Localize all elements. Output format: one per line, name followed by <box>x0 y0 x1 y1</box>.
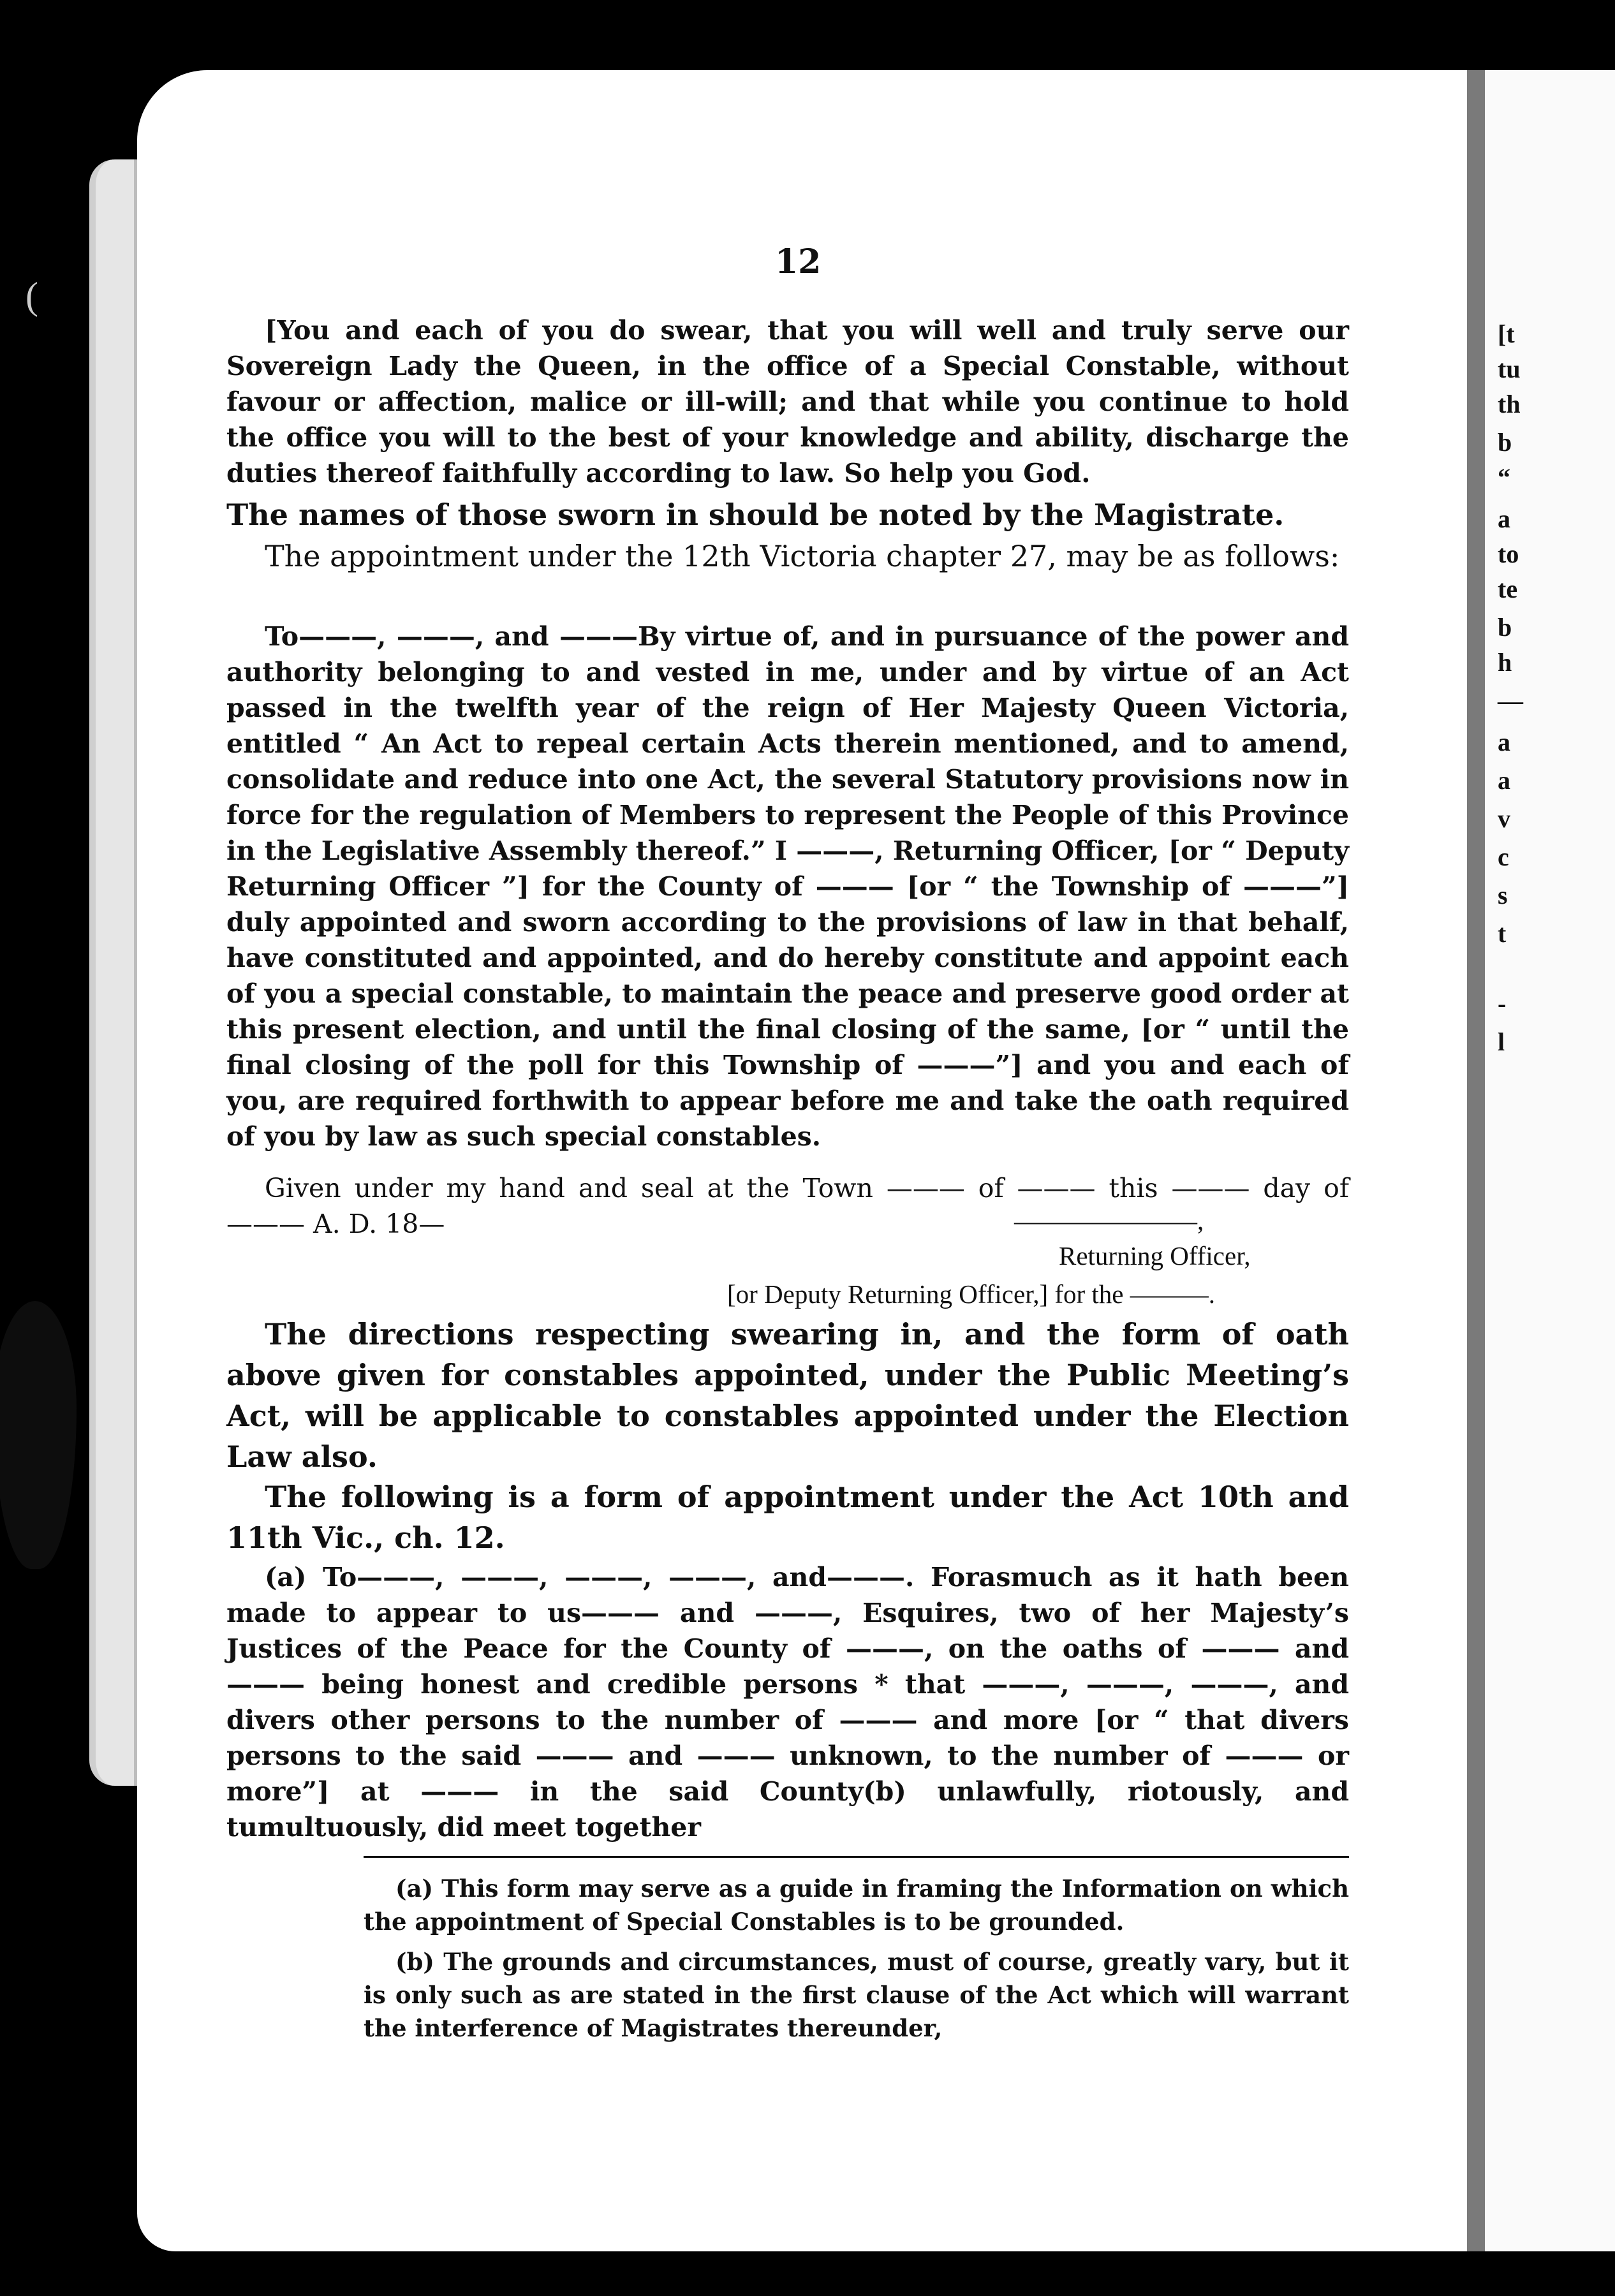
appointment-form: To———, ———, and ———By virtue of, and in pursuance of the power and authority belonging to and vested in me, under and by virtue of an Act passed in the twelfth year of the reign of Her Majesty Queen Victoria, entitled “ An Act to repeal certain Acts therein mentioned, and to amend, consolidate and reduce into one Act, the several Statutory provisions now in force for the regulation of Members to represent the People of this Province in the Legislative Assembly thereof.” I ———, Returning Officer, [or “ Deputy Returning Officer ”] for the County of ——— [or “ the Township of ———”] duly appointed and sworn according to the provisions of law in that behalf, have constituted and appointed, and do hereby constitute and appoint each of you a special constable, to maintain the peace and preserve good order at this present election, and until the final closing of the same, [or “ until the final closing of the poll for this Township of ———”] and you and each of you, are required forthwith to appear before me and take the oath required of you by law as such special constables. <box>226 621 1349 1152</box>
footnote-rule <box>364 1856 1349 1858</box>
footnote-b: (b) The grounds and circumstances, must of course, greatly vary, but it is only such as are stated in the first clause of the Act which will warrant the interference of Magistrates thereunder, <box>364 1948 1349 2042</box>
page-number: 12 <box>775 242 822 281</box>
appointment-intro: The appointment under the 12th Victoria chapter 27, may be as follows: <box>265 539 1340 573</box>
facing-page-text-fragment: s <box>1498 881 1508 909</box>
margin-mark: ( <box>26 275 38 317</box>
names-note: The names of those sworn in should be noted by the Magistrate. <box>226 497 1285 532</box>
facing-page-text-fragment: l <box>1498 1027 1505 1056</box>
facing-page-text-fragment: - <box>1498 989 1507 1018</box>
facing-page-text-fragment: v <box>1498 804 1510 833</box>
directions-paragraph: The directions respecting swearing in, and the form of oath above given for constables appointed, under the Public Meeting’s Act, will be applicable to constables appointed under the Election Law also. <box>226 1317 1349 1474</box>
facing-page-text-fragment: te <box>1498 575 1518 603</box>
deputy-officer-line: [or Deputy Returning Officer,] for the ———. <box>727 1279 1216 1309</box>
facing-page-text-fragment: t <box>1498 919 1507 948</box>
facing-page-text-fragment: a <box>1498 728 1510 756</box>
page-stack-edge <box>89 159 138 1786</box>
form-a-paragraph: (a) To———, ———, ———, ———, and———. Forasmuch as it hath been made to appear to us——— and ———, Esquires, two of her Majesty’s Justices of the Peace for the County of ———, on the oaths of ——— and ——— being honest and credible persons * that ———, ———, ———, and divers other persons to the number of ——— and more [or “ that divers persons to the said ——— and ——— unknown, to the number of ——— or more”] at ——— in the said County(b) unlawfully, riotously, and tumultuously, did meet together <box>226 1562 1349 1843</box>
facing-page-text-fragment: b <box>1498 613 1512 642</box>
facing-page-text-fragment: tu <box>1498 355 1521 383</box>
footnote-a: (a) This form may serve as a guide in framing the Information on which the appointment of Special Constables is to be grounded. <box>364 1874 1349 1936</box>
following-paragraph: The following is a form of appointment under the Act 10th and 11th Vic., ch. 12. <box>226 1480 1349 1555</box>
facing-page-text-fragment: b <box>1498 428 1512 457</box>
ink-stain <box>0 1301 77 1569</box>
signature-blank: ———————, <box>1014 1206 1204 1235</box>
facing-page-text-fragment: a <box>1498 766 1510 795</box>
book-gutter <box>1467 70 1485 2251</box>
given-under-line: Given under my hand and seal at the Town ——— of ——— this ——— day of ——— A. D. 18— <box>226 1173 1349 1239</box>
facing-page-text-fragment: to <box>1498 540 1519 568</box>
facing-page-text-fragment: [t <box>1498 320 1515 348</box>
returning-officer-label: Returning Officer, <box>1059 1241 1251 1270</box>
facing-page-text-fragment: a <box>1498 504 1510 533</box>
facing-page-text-fragment: c <box>1498 843 1509 871</box>
facing-page-fragment <box>1485 70 1615 2251</box>
oath-paragraph: [You and each of you do swear, that you will well and truly serve our Sovereign Lady the Queen, in the office of a Special Constable, without favour or affection, malice or ill-will; and that while you continue to hold the office you will to the best of your knowledge and ability, discharge the duties thereof faithfully according to law. So help you God. <box>226 315 1349 489</box>
facing-page-text-fragment: h <box>1498 648 1512 677</box>
facing-page-text-fragment: th <box>1498 390 1521 418</box>
facing-page-text-fragment: “ <box>1498 463 1510 492</box>
facing-page-text-fragment: — <box>1498 686 1523 715</box>
